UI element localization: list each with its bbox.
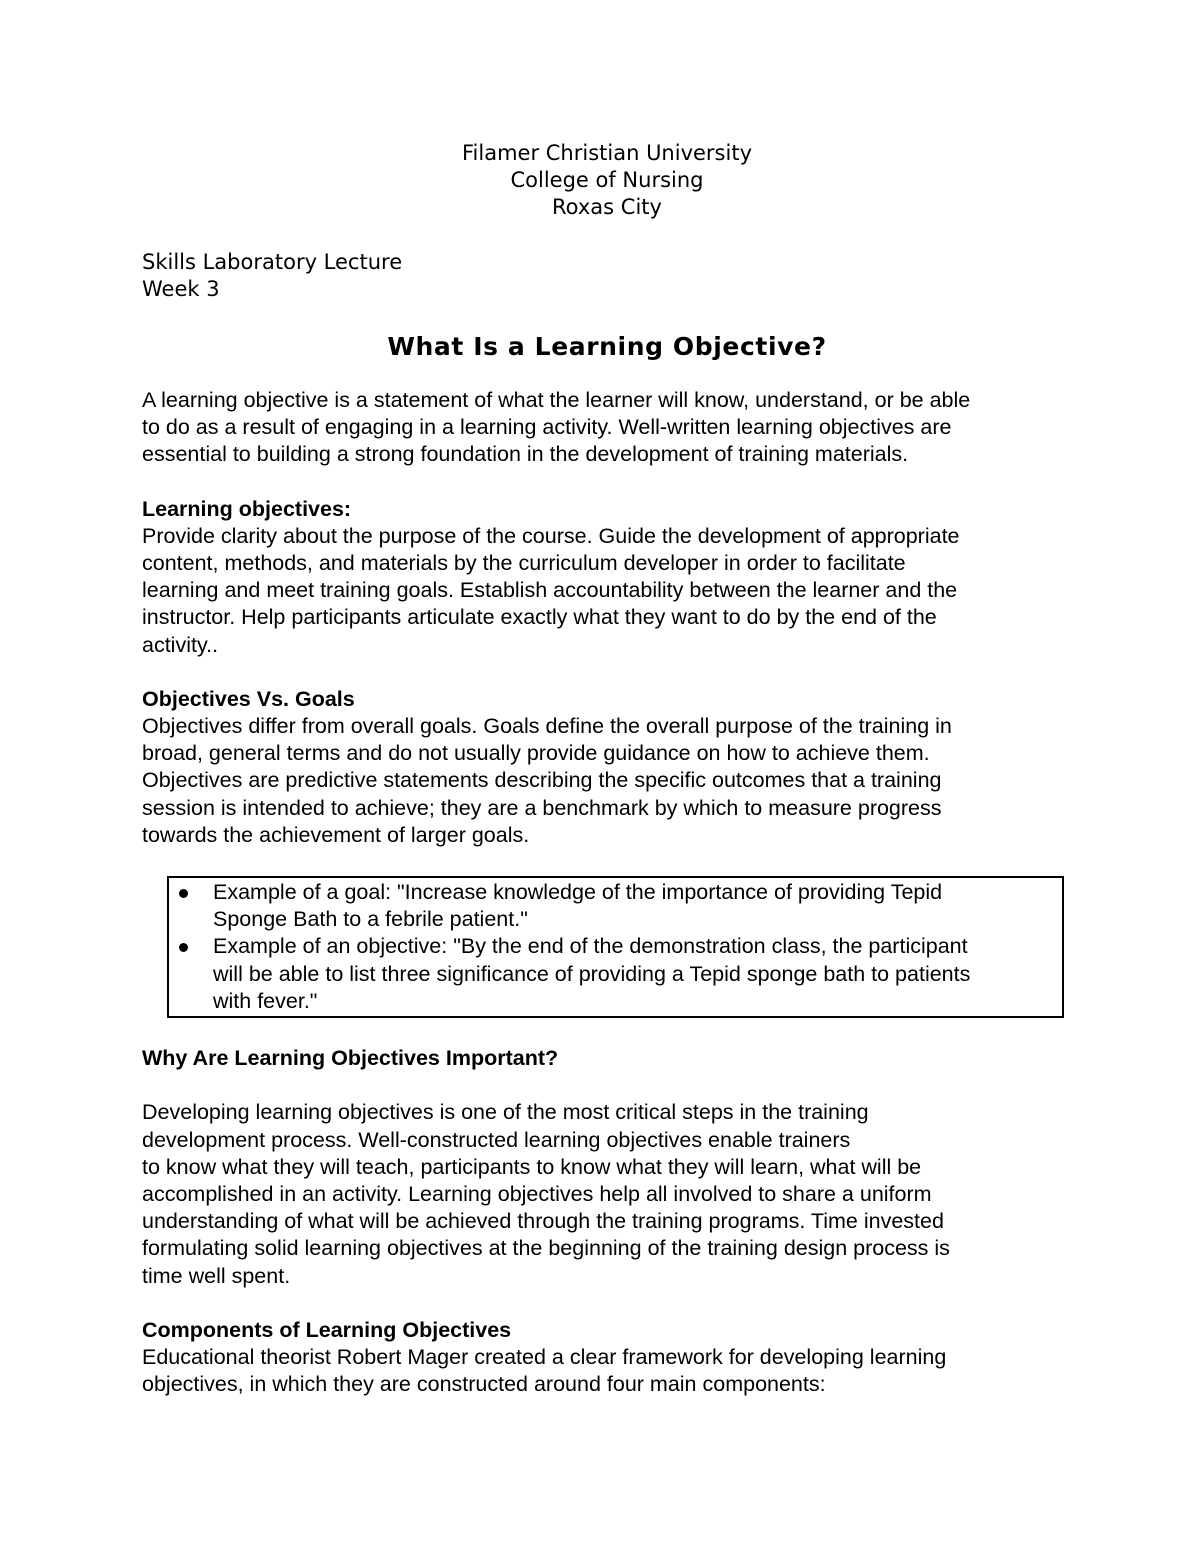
college-name: College of Nursing [510,168,704,193]
paragraph-line: session is intended to achieve; they are a benchmark by which to measure progress [142,795,942,820]
paragraph-line: activity.. [142,632,219,657]
objectives-vs-goals-heading: Objectives Vs. Goals [142,686,355,711]
learning-objectives-section [142,496,1072,659]
course-week: Week 3 [142,276,220,301]
course-info [142,249,1072,303]
paragraph-line: formulating solid learning objectives at the beginning of the training design process is [142,1236,950,1261]
example-line: will be able to list three significance of providing a Tepid sponge bath to patients [213,961,971,986]
paragraph-line: learning and meet training goals. Establish accountability between the learner and the [142,578,958,603]
paragraph-line: understanding of what will be achieved through the training programs. Time invested [142,1209,944,1234]
why-important-paragraph [142,1099,1072,1289]
paragraph-line: towards the achievement of larger goals. [142,822,530,847]
example-line: Sponge Bath to a febrile patient." [213,907,528,932]
course-title: Skills Laboratory Lecture [142,249,403,274]
paragraph-line: Developing learning objectives is one of the most critical steps in the training [142,1100,869,1125]
bullet-icon [179,889,188,898]
bullet-icon [179,943,188,952]
objectives-vs-goals-section [142,686,1072,849]
objectives-vs-goals-paragraph [142,713,1072,849]
example-line: with fever." [213,988,318,1013]
intro-line: essential to building a strong foundation in the development of training materials. [142,442,909,467]
intro-line: to do as a result of engaging in a learning activity. Well-written learning objectives are [142,415,952,440]
document-title: What Is a Learning Objective? [387,332,827,362]
example-line: Example of an objective: "By the end of the demonstration class, the participant [213,934,968,959]
components-heading: Components of Learning Objectives [142,1317,512,1342]
intro-paragraph [142,387,1072,469]
components-section [142,1317,1072,1399]
paragraph-line: accomplished in an activity. Learning objectives help all involved to share a uniform [142,1182,932,1207]
paragraph-line: to know what they will teach, participants to know what they will learn, what will be [142,1154,922,1179]
paragraph-line: Objectives differ from overall goals. Goals define the overall purpose of the training in [142,714,952,739]
document-page [142,140,1072,1398]
examples-list [177,879,1042,1015]
paragraph-line: content, methods, and materials by the curriculum developer in order to facilitate [142,551,906,576]
paragraph-line: Objectives are predictive statements describing the specific outcomes that a training [142,768,942,793]
paragraph-line: time well spent. [142,1263,291,1288]
paragraph-line: development process. Well-constructed learning objectives enable trainers [142,1127,851,1152]
intro-line: A learning objective is a statement of what the learner will know, understand, or be able [142,388,971,413]
why-important-section [142,1045,1072,1290]
blank-line [142,1072,1072,1099]
city-name: Roxas City [552,195,662,220]
examples-box [167,876,1064,1018]
example-goal-item [177,879,1042,933]
example-line: Example of a goal: "Increase knowledge of the importance of providing Tepid [213,880,943,905]
university-name: Filamer Christian University [461,141,752,165]
learning-objectives-heading: Learning objectives: [142,496,352,521]
example-objective-item [177,933,1042,1015]
paragraph-line: Educational theorist Robert Mager created a clear framework for developing learning [142,1345,947,1370]
paragraph-line: instructor. Help participants articulate exactly what they want to do by the end of the [142,605,937,630]
paragraph-line: objectives, in which they are constructed around four main components: [142,1372,826,1397]
paragraph-line: Provide clarity about the purpose of the course. Guide the development of appropriate [142,523,960,548]
institution-header [142,140,1072,222]
why-important-heading: Why Are Learning Objectives Important? [142,1046,559,1071]
learning-objectives-paragraph [142,523,1072,659]
paragraph-line: broad, general terms and do not usually provide guidance on how to achieve them. [142,741,930,766]
components-paragraph [142,1344,1072,1398]
